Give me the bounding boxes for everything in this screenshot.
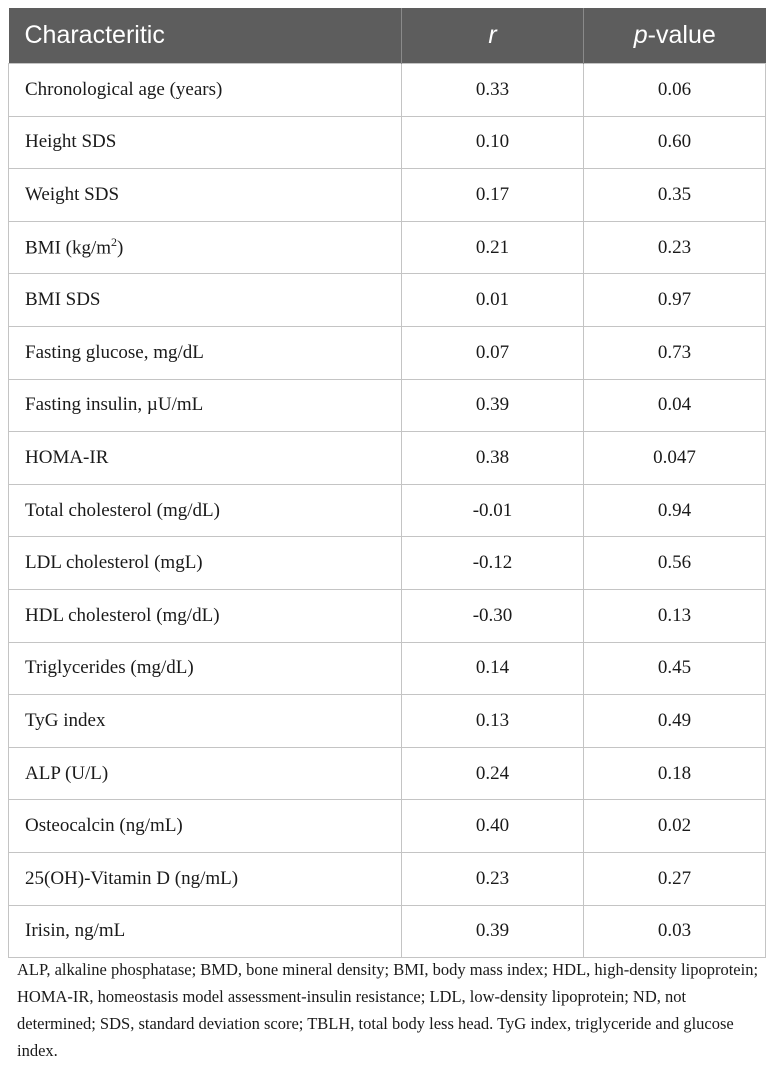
- characteristic-tail: ): [117, 237, 124, 259]
- characteristic-text: HDL cholesterol (mg/dL): [25, 604, 220, 626]
- cell-p-value: 0.60: [584, 116, 766, 169]
- cell-characteristic: [9, 589, 402, 642]
- characteristic-text: Osteocalcin (ng/mL): [25, 815, 183, 837]
- characteristic-text: Chronological age (years): [25, 78, 223, 100]
- cell-characteristic: [9, 274, 402, 327]
- characteristic-text: HOMA-IR: [25, 446, 109, 468]
- characteristic-superscript: 2: [111, 235, 118, 250]
- correlation-table-container: [8, 8, 765, 958]
- characteristic-text: Fasting glucose, mg/dL: [25, 341, 204, 363]
- header-r-label: r: [488, 21, 497, 49]
- characteristic-text: 25(OH)-Vitamin D (ng/mL): [25, 867, 239, 889]
- cell-characteristic: [9, 747, 402, 800]
- cell-r-value: 0.10: [402, 116, 584, 169]
- table-row: [9, 64, 766, 117]
- table-row: [9, 326, 766, 379]
- table-row: [9, 432, 766, 485]
- table-row: [9, 695, 766, 748]
- cell-characteristic: [9, 852, 402, 905]
- characteristic-text: TyG index: [25, 709, 106, 731]
- characteristic-text: Height SDS: [25, 131, 117, 153]
- cell-r-value: 0.40: [402, 800, 584, 853]
- header-p-value: [584, 8, 766, 64]
- cell-characteristic: [9, 695, 402, 748]
- cell-characteristic: [9, 116, 402, 169]
- table-footnote: ALP, alkaline phosphatase; BMD, bone mineral density; BMI, body mass index; HDL, high-density lipoprotein; HOMA-IR, homeostasis model assessment-insulin resistance; LDL, low-density lipoprotein; ND, not determined; SDS, standard deviation score; TBLH, total body less head. TyG index, triglyceride and glucose index.: [17, 960, 759, 1060]
- characteristic-text: Triglycerides (mg/dL): [25, 657, 194, 679]
- table-row: [9, 852, 766, 905]
- cell-p-value: 0.06: [584, 64, 766, 117]
- characteristic-text: BMI SDS: [25, 289, 101, 311]
- cell-p-value: 0.02: [584, 800, 766, 853]
- cell-p-value: 0.18: [584, 747, 766, 800]
- cell-p-value: 0.23: [584, 221, 766, 274]
- cell-r-value: 0.17: [402, 169, 584, 222]
- cell-p-value: 0.97: [584, 274, 766, 327]
- table-header: [9, 8, 766, 64]
- cell-p-value: 0.94: [584, 484, 766, 537]
- cell-characteristic: [9, 905, 402, 958]
- cell-r-value: 0.01: [402, 274, 584, 327]
- characteristic-text: LDL cholesterol (mgL): [25, 552, 203, 574]
- cell-r-value: 0.39: [402, 905, 584, 958]
- cell-characteristic: [9, 484, 402, 537]
- header-row: [9, 8, 766, 64]
- table-row: [9, 169, 766, 222]
- table-row: [9, 905, 766, 958]
- table-row: [9, 379, 766, 432]
- cell-p-value: 0.49: [584, 695, 766, 748]
- cell-r-value: 0.39: [402, 379, 584, 432]
- cell-p-value: 0.73: [584, 326, 766, 379]
- cell-characteristic: [9, 326, 402, 379]
- characteristic-text: Total cholesterol (mg/dL): [25, 499, 220, 521]
- cell-characteristic: [9, 800, 402, 853]
- characteristic-text: Weight SDS: [25, 183, 120, 205]
- cell-r-value: -0.30: [402, 589, 584, 642]
- cell-characteristic: [9, 169, 402, 222]
- cell-p-value: 0.047: [584, 432, 766, 485]
- cell-r-value: 0.07: [402, 326, 584, 379]
- cell-r-value: 0.38: [402, 432, 584, 485]
- cell-p-value: 0.04: [584, 379, 766, 432]
- cell-characteristic: [9, 379, 402, 432]
- table-row: [9, 221, 766, 274]
- table-row: [9, 800, 766, 853]
- cell-p-value: 0.56: [584, 537, 766, 590]
- cell-characteristic: [9, 537, 402, 590]
- cell-r-value: 0.13: [402, 695, 584, 748]
- cell-characteristic: [9, 432, 402, 485]
- header-p-suffix: -value: [647, 21, 716, 49]
- header-r: [402, 8, 584, 64]
- characteristic-text: Fasting insulin, µU/mL: [25, 394, 204, 416]
- cell-p-value: 0.35: [584, 169, 766, 222]
- table-row: [9, 116, 766, 169]
- table-row: [9, 642, 766, 695]
- table-body: [9, 64, 766, 958]
- table-row: [9, 589, 766, 642]
- header-characteristic: Characteritic: [9, 8, 402, 64]
- cell-characteristic: [9, 642, 402, 695]
- cell-r-value: 0.33: [402, 64, 584, 117]
- cell-p-value: 0.45: [584, 642, 766, 695]
- characteristic-text: ALP (U/L): [25, 762, 109, 784]
- characteristic-text: BMI (kg/m: [25, 237, 112, 259]
- cell-r-value: 0.21: [402, 221, 584, 274]
- table-row: [9, 274, 766, 327]
- cell-r-value: -0.12: [402, 537, 584, 590]
- correlation-table: [8, 8, 766, 958]
- characteristic-text: Irisin, ng/mL: [25, 920, 126, 942]
- cell-p-value: 0.13: [584, 589, 766, 642]
- cell-r-value: 0.24: [402, 747, 584, 800]
- cell-characteristic: [9, 221, 402, 274]
- cell-r-value: 0.14: [402, 642, 584, 695]
- table-row: [9, 747, 766, 800]
- cell-r-value: -0.01: [402, 484, 584, 537]
- cell-r-value: 0.23: [402, 852, 584, 905]
- table-row: [9, 484, 766, 537]
- cell-characteristic: [9, 64, 402, 117]
- header-p-label: p: [633, 21, 648, 49]
- cell-p-value: 0.27: [584, 852, 766, 905]
- table-row: [9, 537, 766, 590]
- cell-p-value: 0.03: [584, 905, 766, 958]
